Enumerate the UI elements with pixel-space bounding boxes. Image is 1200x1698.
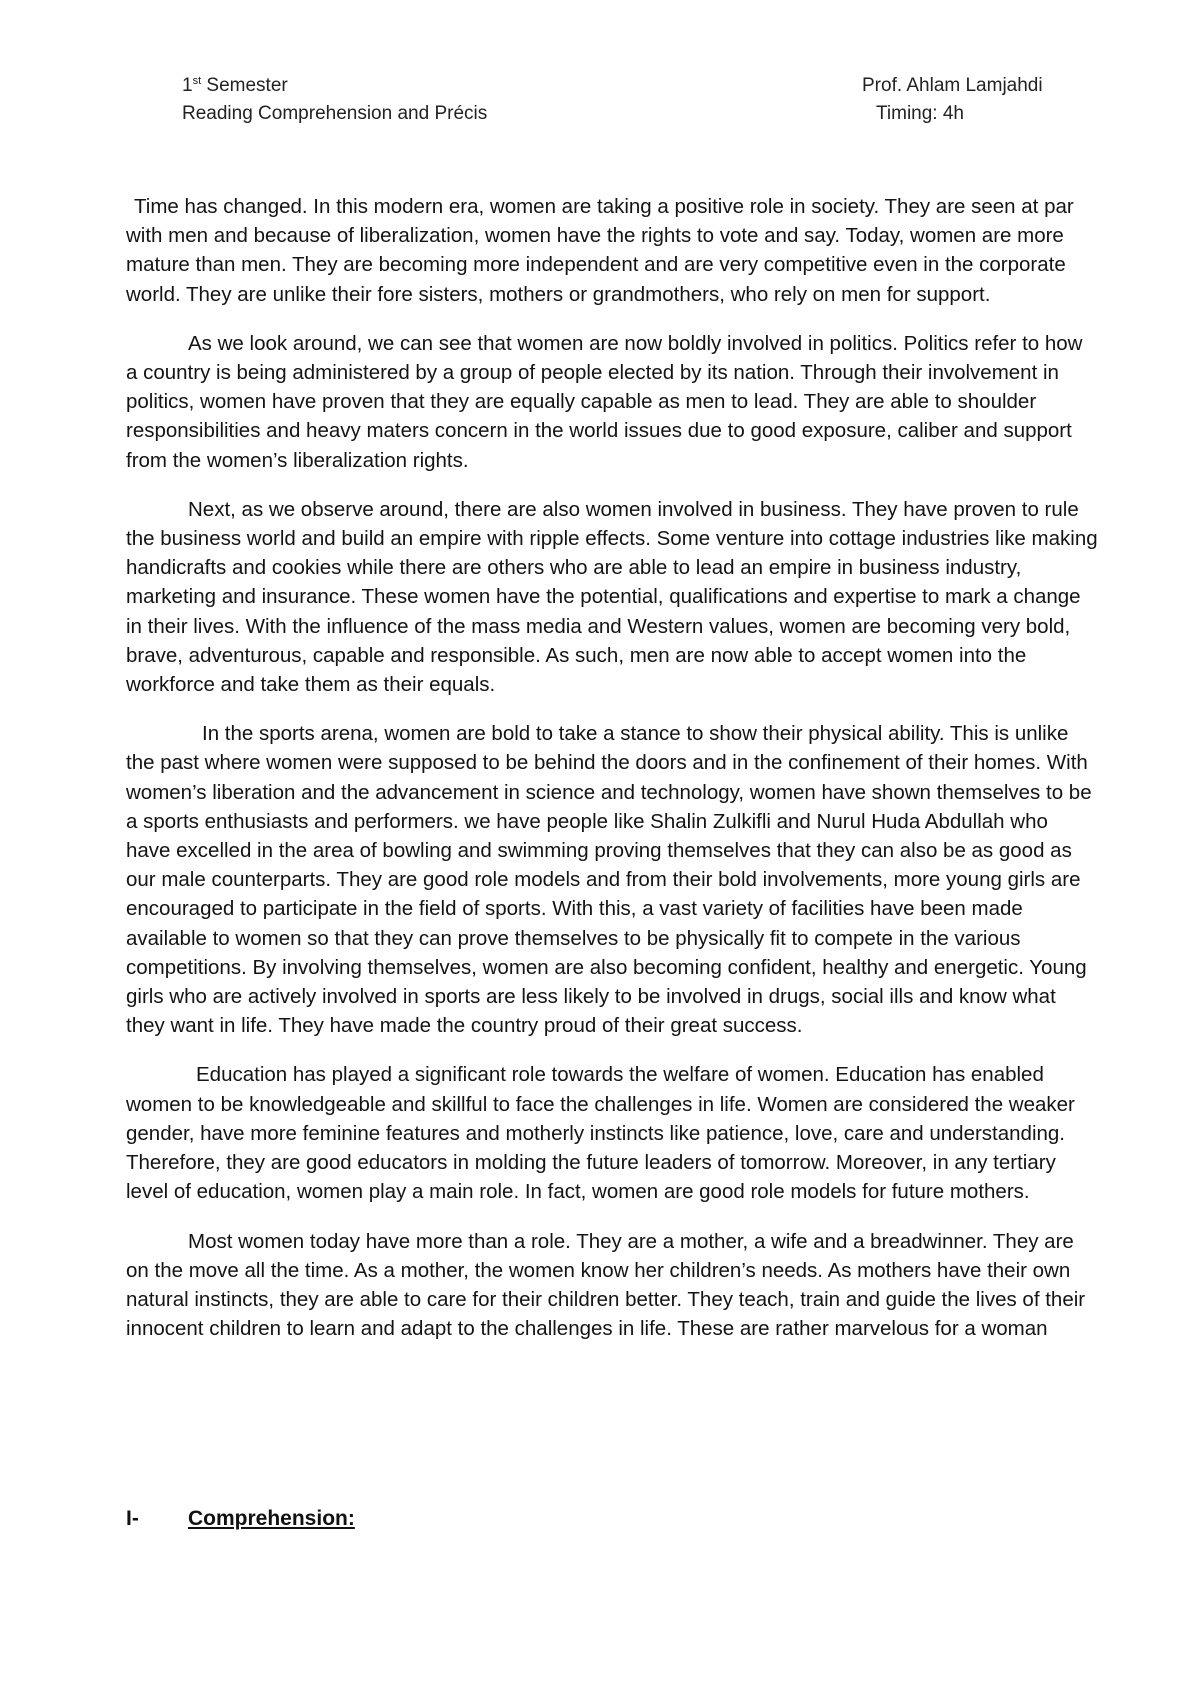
passage [126, 192, 1098, 1363]
paragraph-politics: As we look around, we can see that women are now boldly involved in politics. Politics refer to how a country is being administered by a group of people elected by its nation. Through their involvement in politics, women have proven that they are equally capable as men to lead. They are able to shoulder responsibilities and heavy maters concern in the world issues due to good exposure, caliber and support from the women’s liberalization rights. [126, 331, 1083, 472]
header-right [862, 72, 1082, 128]
professor-name: Prof. Ahlam Lamjahdi [862, 75, 1043, 96]
paragraph-intro: Time has changed. In this modern era, women are taking a positive role in society. They are seen at par with men and because of liberalization, women have the rights to vote and say. Today, women are more mature than men. They are becoming more independent and are very competitive even in the corporate world. They are unlike their fore sisters, mothers or grandmothers, who rely on men for support. [126, 195, 1074, 306]
semester-number: 1 [182, 75, 193, 96]
paragraph-education: Education has played a significant role towards the welfare of women. Education has enabled women to be knowledgeable and skillful to face the challenges in life. Women are considered the weaker gender, have more feminine features and motherly instincts like patience, love, care and understanding. Therefore, they are good educators in molding the future leaders of tomorrow. Moreover, in any tertiary level of education, women play a main role. In fact, women are good role models for future mothers. [126, 1063, 1075, 1204]
paragraph-roles: Most women today have more than a role. They are a mother, a wife and a breadwinner. They are on the move all the time. As a mother, the women know her children’s needs. As mothers have their own natural instincts, they are able to care for their children better. They teach, train and guide the lives of their innocent children to learn and adapt to the challenges in life. These are rather marvelous for a woman [126, 1229, 1086, 1341]
paragraph-sports: In the sports arena, women are bold to take a stance to show their physical ability. This is unlike the past where women were supposed to be behind the doors and in the confinement of their homes. With women’s liberation and the advancement in science and technology, women have shown themselves to be a sports enthusiasts and performers. we have people like Shalin Zulkifli and Nurul Huda Abdullah who have excelled in the area of bowling and swimming proving themselves that they can also be as good as our male counterparts. They are good role models and from their bold involvements, more young girls are encouraged to participate in the field of sports. With this, a vast variety of facilities have been made available to women so that they can prove themselves to be physically fit to compete in the various competitions. By involving themselves, women are also becoming confident, healthy and energetic. Young girls who are actively involved in sports are less likely to be involved in drugs, social ills and know what they want in life. They have made the country proud of their great success. [126, 722, 1092, 1038]
semester-superscript: st [192, 75, 202, 87]
section-title: Comprehension: [188, 1507, 355, 1530]
paragraph-business: Next, as we observe around, there are also women involved in business. They have proven to rule the business world and build an empire with ripple effects. Some venture into cottage industries like making handicrafts and cookies while there are others who are able to lead an empire in business industry, marketing and insurance. These women have the potential, qualifications and expertise to mark a change in their lives. With the influence of the mass media and Western values, women are becoming very bold, brave, adventurous, capable and responsible. As such, men are now able to accept women into the workforce and take them as their equals. [126, 497, 1098, 697]
course-title: Reading Comprehension and Précis [182, 103, 488, 124]
header-left [182, 72, 682, 128]
section-heading-comprehension [126, 1507, 355, 1531]
semester-line [182, 72, 682, 100]
section-number: I- [126, 1507, 139, 1530]
timing-label: Timing: 4h [876, 103, 964, 124]
semester-word: Semester [206, 75, 288, 96]
